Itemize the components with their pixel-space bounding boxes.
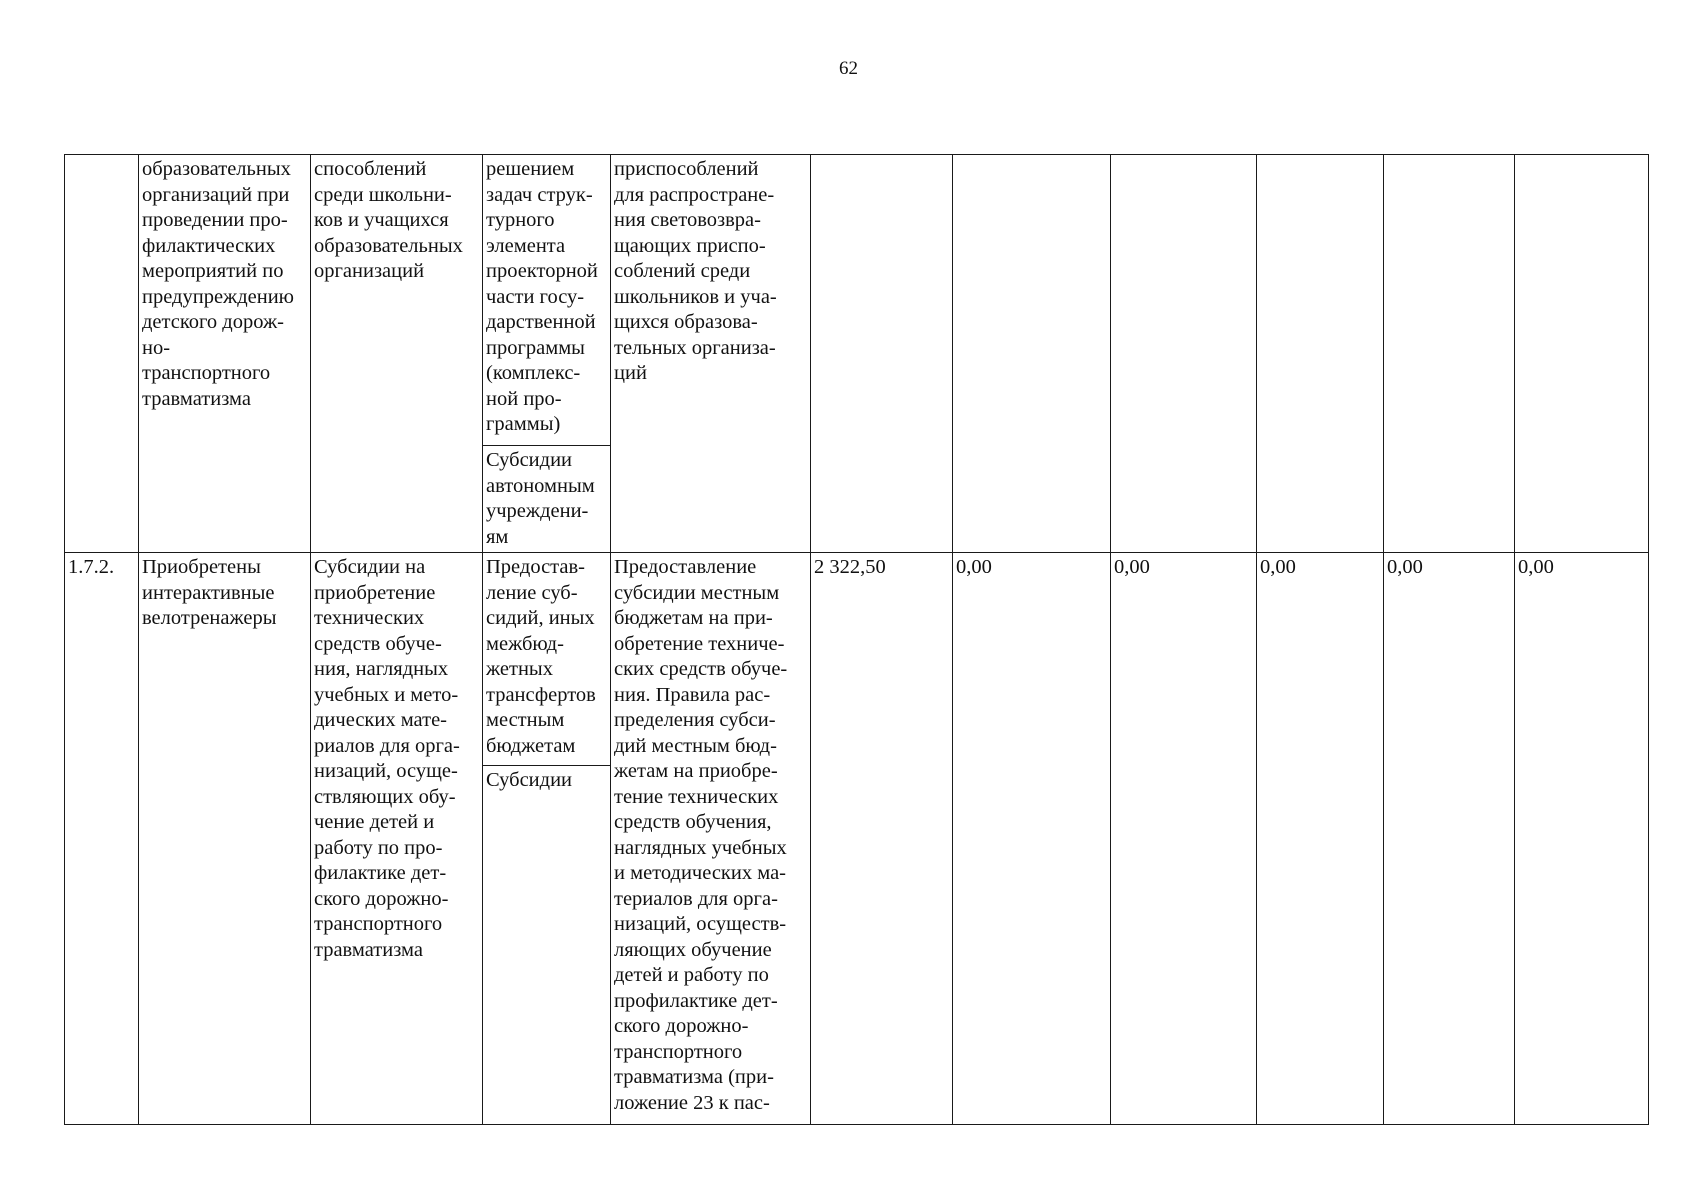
value-cell-1: [811, 155, 953, 553]
expense-type-bottom: Субсидии автономным учреждени- ям: [483, 445, 610, 550]
value-cell-2: [953, 155, 1111, 553]
expense-type-top: Предостав- ление суб- сидий, иных межбюд- жетных трансфертов местным бюджетам: [486, 556, 596, 757]
table-row: [65, 155, 1649, 553]
expense-type-bottom: Субсидии: [483, 765, 610, 794]
result-cell: образовательных организаций при проведении про- филактических мероприятий по предупреждению детского дорож- но- транспортного травматизма: [139, 155, 311, 553]
budget-table: [64, 154, 1649, 1125]
description-cell: способлений среди школьни- ков и учащихся образовательных организаций: [311, 155, 483, 553]
page-number: 62: [839, 58, 858, 79]
row-number-cell: 1.7.2.: [65, 553, 139, 1125]
value-cell-3: [1111, 155, 1257, 553]
characteristics-cell: приспособлений для распростране- ния световозвра- щающих приспо- соблений среди школьников и уча- щихся образова- тельных организа- ций: [611, 155, 811, 553]
result-cell: Приобретены интерактивные велотренажеры: [139, 553, 311, 1125]
value-cell-3: 0,00: [1111, 553, 1257, 1125]
table-row: [65, 553, 1649, 1125]
value-cell-5: 0,00: [1384, 553, 1515, 1125]
value-cell-4: 0,00: [1257, 553, 1384, 1125]
value-cell-6: [1515, 155, 1649, 553]
description-cell: Субсидии на приобретение технических средств обуче- ния, наглядных учебных и мето- дических мате- риалов для орга- низаций, осуще- ствляющих обу- чение детей и работу по про- филактике дет- ского дорожно- транспортного травматизма: [311, 553, 483, 1125]
value-cell-4: [1257, 155, 1384, 553]
value-cell-2: 0,00: [953, 553, 1111, 1125]
value-cell-5: [1384, 155, 1515, 553]
row-number-cell: [65, 155, 139, 553]
characteristics-cell: Предоставление субсидии местным бюджетам на при- обретение техниче- ских средств обуче- ния. Правила рас- пределения субси- дий местным бюд- жетам на приобре- тение технических средств обучения, наглядных учебных и методических ма- териалов для орга- низаций, осуществ- ляющих обучение детей и работу по профилактике дет- ского дорожно- транспортного травматизма (при- ложение 23 к пас-: [611, 553, 811, 1125]
expense-type-cell: [483, 155, 611, 553]
value-cell-1: 2 322,50: [811, 553, 953, 1125]
expense-type-cell: [483, 553, 611, 1125]
expense-type-top: решением задач струк- турного элемента проекторной части госу- дарственной программы (комплекс- ной про- граммы): [486, 158, 598, 435]
value-cell-6: 0,00: [1515, 553, 1649, 1125]
